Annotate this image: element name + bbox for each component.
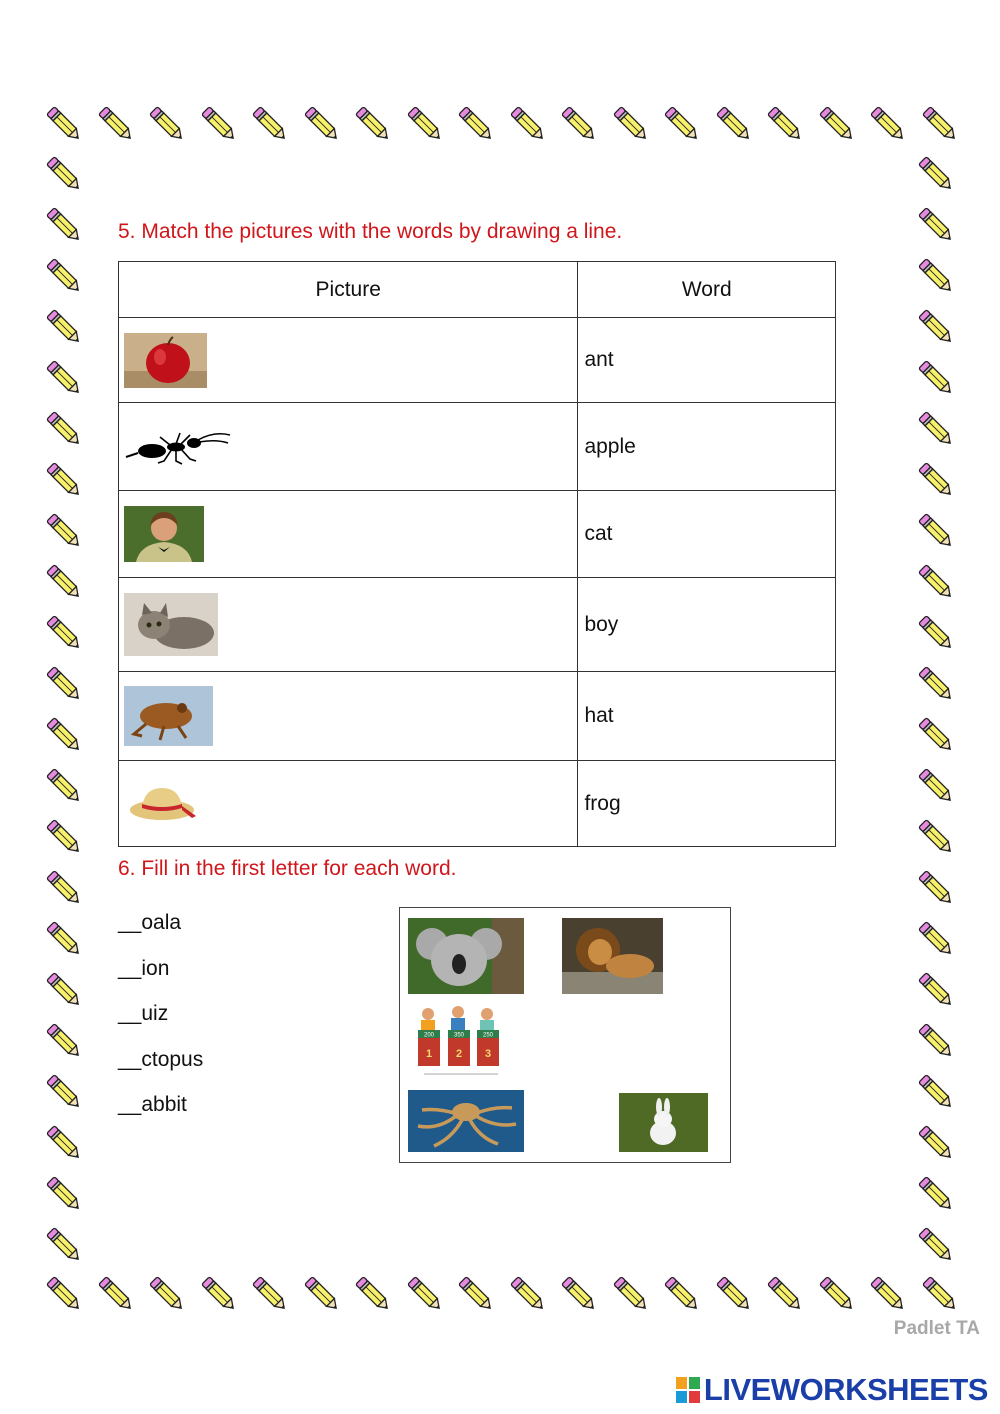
pencil-icon (607, 1270, 655, 1318)
pencil-icon (912, 405, 960, 453)
pencil-icon (912, 456, 960, 504)
pencil-icon (452, 1270, 500, 1318)
pencil-icon (813, 1270, 861, 1318)
cat-image (124, 593, 218, 656)
picture-cell (119, 761, 578, 847)
quiz-number: 3 (484, 1048, 492, 1060)
table-row (119, 403, 836, 491)
pencil-icon (40, 609, 88, 657)
pencil-icon (864, 100, 912, 148)
pencil-icon (912, 303, 960, 351)
pencil-icon (195, 100, 243, 148)
pencil-icon (40, 100, 88, 148)
quiz-number: 2 (455, 1048, 463, 1060)
pencil-icon (912, 1221, 960, 1269)
pencil-icon (452, 100, 500, 148)
rabbit-image (619, 1093, 708, 1152)
ant-image (124, 427, 232, 467)
picture-cell (119, 491, 578, 578)
pencil-icon (349, 1270, 397, 1318)
fill-in-list (118, 908, 203, 1136)
pencil-icon (504, 1270, 552, 1318)
pencil-icon (912, 660, 960, 708)
matching-table (118, 261, 836, 847)
pencil-icon (40, 507, 88, 555)
table-row (119, 491, 836, 578)
pencil-icon (607, 100, 655, 148)
word-cell: apple (578, 403, 836, 491)
fill-in-item: __ctopus (118, 1047, 204, 1071)
pencil-icon (40, 303, 88, 351)
picture-cell (119, 578, 578, 672)
pencil-icon (40, 762, 88, 810)
pencil-icon (912, 201, 960, 249)
pencil-icon (912, 609, 960, 657)
pencil-icon (912, 252, 960, 300)
word-cell: frog (578, 761, 836, 847)
pencil-icon (658, 100, 706, 148)
pencil-icon (658, 1270, 706, 1318)
pencil-icon (912, 507, 960, 555)
question-5-title: 5. Match the pictures with the words by drawing a line. (118, 220, 623, 243)
pencil-icon (40, 252, 88, 300)
pencil-icon (40, 1119, 88, 1167)
pencil-icon (504, 100, 552, 148)
pencil-icon (40, 1017, 88, 1065)
fill-in-item: __ion (118, 956, 170, 980)
boy-image (124, 506, 204, 562)
quiz-number: 1 (425, 1048, 433, 1060)
brand-text: LIVEWORKSHEETS (703, 1372, 988, 1407)
brand-logo (676, 1372, 988, 1408)
pencil-icon (555, 1270, 603, 1318)
picture-box (399, 907, 731, 1163)
pencil-icon (246, 1270, 294, 1318)
quiz-show-image (412, 1000, 512, 1080)
pencil-icon (912, 150, 960, 198)
quiz-score: 200 (423, 1032, 435, 1039)
pencil-icon (246, 100, 294, 148)
pencil-icon (912, 864, 960, 912)
table-row (119, 672, 836, 761)
pencil-icon (912, 558, 960, 606)
pencil-icon (916, 100, 964, 148)
word-cell: ant (578, 318, 836, 403)
pencil-icon (40, 915, 88, 963)
fill-in-item: __oala (118, 911, 182, 934)
word-cell: boy (578, 578, 836, 672)
pencil-icon (143, 1270, 191, 1318)
pencil-icon (40, 711, 88, 759)
pencil-icon (401, 100, 449, 148)
table-row (119, 318, 836, 403)
koala-image (408, 918, 524, 994)
table-row (119, 761, 836, 847)
word-cell: hat (578, 672, 836, 761)
pencil-icon (92, 1270, 140, 1318)
fill-in-item: __abbit (118, 1093, 187, 1116)
pencil-icon (40, 1221, 88, 1269)
pencil-icon (912, 915, 960, 963)
table-row (119, 578, 836, 672)
pencil-icon (40, 966, 88, 1014)
pencil-icon (40, 456, 88, 504)
pencil-icon (912, 1119, 960, 1167)
quiz-score: 350 (453, 1032, 465, 1039)
picture-cell (119, 403, 578, 491)
pencil-icon (40, 1170, 88, 1218)
pencil-icon (349, 100, 397, 148)
pencil-icon (912, 762, 960, 810)
pencil-icon (195, 1270, 243, 1318)
pencil-icon (864, 1270, 912, 1318)
pencil-icon (555, 100, 603, 148)
pencil-icon (912, 354, 960, 402)
pencil-icon (912, 1068, 960, 1116)
pencil-icon (40, 813, 88, 861)
pencil-icon (143, 100, 191, 148)
apple-image (124, 333, 207, 388)
pencil-icon (40, 354, 88, 402)
pencil-icon (761, 100, 809, 148)
pencil-icon (40, 660, 88, 708)
pencil-icon (916, 1270, 964, 1318)
pencil-icon (710, 100, 758, 148)
pencil-icon (92, 100, 140, 148)
credit-text: Padlet TA (893, 1318, 980, 1339)
octopus-image (408, 1090, 524, 1152)
picture-cell (119, 318, 578, 403)
frog-image (124, 686, 213, 746)
pencil-icon (40, 201, 88, 249)
pencil-icon (761, 1270, 809, 1318)
pencil-icon (912, 966, 960, 1014)
picture-cell (119, 672, 578, 761)
quiz-score: 250 (482, 1032, 494, 1039)
pencil-icon (912, 711, 960, 759)
pencil-icon (40, 558, 88, 606)
pencil-icon (912, 1017, 960, 1065)
table-header-picture: Picture (119, 262, 578, 318)
live-badge-icon (676, 1377, 700, 1403)
lion-image (562, 918, 663, 994)
pencil-icon (40, 405, 88, 453)
pencil-icon (40, 1270, 88, 1318)
pencil-icon (912, 1170, 960, 1218)
question-6-title: 6. Fill in the first letter for each word. (118, 857, 457, 880)
pencil-icon (912, 813, 960, 861)
fill-in-item: __uiz (118, 1002, 169, 1025)
pencil-icon (40, 864, 88, 912)
table-header-word: Word (578, 262, 836, 318)
hat-image (124, 780, 204, 828)
pencil-icon (401, 1270, 449, 1318)
pencil-icon (813, 100, 861, 148)
word-cell: cat (578, 491, 836, 578)
pencil-icon (298, 1270, 346, 1318)
pencil-icon (40, 1068, 88, 1116)
pencil-icon (710, 1270, 758, 1318)
pencil-icon (298, 100, 346, 148)
pencil-icon (40, 150, 88, 198)
